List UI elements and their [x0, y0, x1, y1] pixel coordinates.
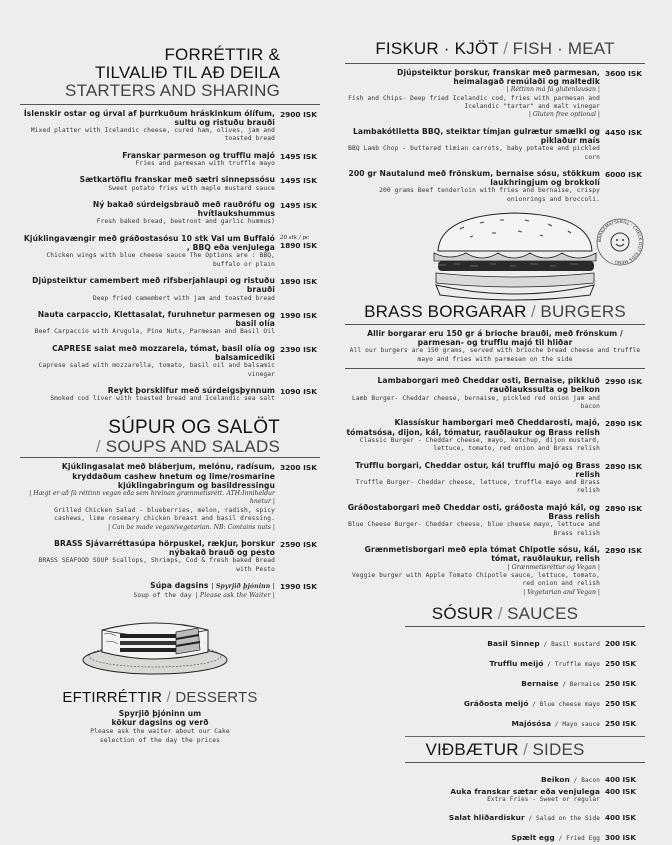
- starters-heading-is-2: TILVALIÐ TIL AÐ DEILA: [95, 62, 280, 82]
- menu-item-desc: Blue cheese mayo: [539, 700, 600, 708]
- fish-heading-en: FISH · MEAT: [512, 39, 615, 58]
- menu-item-desc: Bacon: [581, 776, 600, 784]
- burgers-intro-en: All our burgers are 150 grams, served with brioche bread cheese and truffle mayo and fries with parmesan on the side: [349, 347, 641, 363]
- menu-item-price: [280, 344, 320, 354]
- menu-item-desc: Bernaise: [569, 680, 600, 688]
- desserts-line-1: Spyrjið þjóninn um: [118, 708, 202, 718]
- menu-item: [345, 376, 645, 411]
- menu-item-name: Beikon: [541, 774, 570, 784]
- menu-item-desc: Classic Burger - Cheddar cheese, mayo, ketchup, dijon mustard, lettuce, tomato, red onion and Brass relish: [359, 436, 600, 453]
- menu-item-price: [280, 175, 320, 185]
- menu-item-price-value: 1090 ISK: [280, 386, 317, 396]
- menu-item: [345, 127, 645, 162]
- sides-heading-en: SIDES: [532, 739, 585, 759]
- soups-list: [20, 462, 320, 599]
- menu-item-name: Djúpsteiktur þorskur, franskar með parmesan, heimalagað remúlaði og maltedik: [397, 67, 600, 87]
- menu-item-desc: Beef Carpaccio with Arugula, Pine Nuts, Parmesan and Basil Oil: [34, 328, 275, 336]
- menu-item-desc: Fresh baked bread, beetroot and garlic hummus): [96, 218, 275, 226]
- starters-rule: [20, 104, 320, 105]
- menu-item-desc: Smoked cod liver with toasted bread and Icelandic sea salt: [50, 395, 275, 403]
- menu-item-name: Basil Sinnep: [487, 638, 540, 648]
- starters-list: [20, 109, 320, 404]
- menu-item-price-value: 3200 ISK: [280, 463, 317, 473]
- menu-item-desc: Chicken wings with blue cheese sauce The Options are : BBQ, buffalo or plain: [46, 252, 275, 268]
- menu-item-desc: BBQ Lamb Chop - buttered timian carrots, baby potatoe and pickled corn: [348, 145, 600, 161]
- menu-item-desc: Deep fried camembert with jam and toasted bread: [92, 294, 275, 302]
- menu-item: [345, 651, 645, 670]
- menu-item-name: CAPRESE salat með mozzarela, tómat, basil olía og balsamicediki: [52, 343, 275, 363]
- menu-item-sep: /: [554, 834, 567, 842]
- burger-icon: [430, 211, 600, 301]
- fish-list: [345, 68, 645, 204]
- menu-item-name: Bernaise: [521, 678, 559, 688]
- menu-item-name: Ný bakað súrdeigsbrauð með rauðrófu og hvítlaukshummus: [92, 199, 275, 219]
- smiley-face-icon: [595, 217, 645, 267]
- desserts-line-2: kökur dagsins og verð: [111, 717, 209, 727]
- menu-item: [20, 462, 320, 532]
- menu-item-price: [605, 68, 645, 78]
- menu-item-note-en: | Vegetarian and Vegan |: [523, 588, 600, 596]
- menu-item: [20, 234, 320, 269]
- menu-item-desc: Lamb Burger- Cheddar cheese, bernaise, pickled red onion jam and bacon: [351, 394, 600, 411]
- right-column: [345, 40, 645, 845]
- menu-item: [345, 631, 645, 650]
- menu-item-price-value: 1495 ISK: [280, 151, 317, 161]
- menu-item-desc-text: Soup of the day: [133, 591, 192, 599]
- menu-item-price: [605, 376, 645, 386]
- menu-item-desc: Grilled Chicken Salad - blueberries, melon, radish, spicy cashews, lime rosemary chicken breast and basil dressing.: [54, 506, 275, 523]
- desserts-heading-en: DESSERTS: [175, 688, 258, 706]
- sauces-rule: [405, 626, 645, 627]
- menu-item-name: Majósósa: [511, 718, 552, 728]
- menu-item-text: [20, 151, 280, 169]
- menu-item-price-value: 2890 ISK: [605, 419, 642, 429]
- sides-rule: [405, 762, 645, 763]
- menu-item-text: [345, 545, 605, 597]
- menu-item-price: 400 ISK: [605, 774, 636, 784]
- menu-item-price: [605, 545, 645, 555]
- menu-item-price: [605, 461, 645, 471]
- menu-item-price: 300 ISK: [605, 832, 636, 842]
- sauces-heading: [365, 605, 645, 624]
- burgers-heading: [345, 303, 645, 322]
- menu-item-text: [20, 462, 280, 532]
- menu-item-sep: /: [528, 700, 540, 708]
- menu-item-text: [20, 581, 280, 600]
- burgers-intro-rule: [345, 368, 645, 369]
- menu-item-price-value: 3600 ISK: [605, 68, 642, 78]
- menu-item-desc: [20, 592, 275, 600]
- menu-item-name: Lambakótiletta BBQ, steiktar tímjan gulrætur smælki og piklaður maís: [352, 126, 600, 145]
- menu-item: [20, 539, 320, 574]
- menu-item: [20, 276, 320, 303]
- menu-item-text: [464, 691, 605, 710]
- menu-item: [345, 418, 645, 453]
- menu-item-desc: Caprese salad with mozzarella, tomato, basil oil and balsamic vinegar: [38, 362, 275, 378]
- starters-heading: [20, 46, 280, 100]
- menu-item-price: [280, 200, 320, 210]
- sauces-heading-sep: /: [497, 604, 503, 623]
- menu-item-price-value: 1990 ISK: [280, 310, 317, 320]
- menu-item-price-value: 4450 ISK: [605, 127, 642, 137]
- menu-item-sep: /: [558, 680, 570, 688]
- menu-item: [345, 767, 645, 786]
- menu-item-price: 400 ISK: [605, 786, 636, 796]
- menu-item-text: [20, 310, 280, 337]
- menu-item-desc: Truffle mayo: [554, 660, 600, 668]
- menu-item-desc: Blue Cheese Burger- Cheddar cheese, blue cheese mayo, lettuce and Brass relish: [348, 521, 600, 537]
- kids-menu-stamp: [595, 217, 645, 267]
- menu-item: [345, 825, 645, 844]
- burgers-intro: [345, 329, 645, 364]
- menu-item-desc: Extra Fries - Sweet or regular: [487, 795, 600, 803]
- menu-item-price: [280, 151, 320, 161]
- menu-item-desc: BRASS SEAFOOD SOUP Scallops, Shrimps, Cod & fresh baked Bread with Pesto: [38, 557, 275, 573]
- menu-item-price: [605, 418, 645, 428]
- menu-item: [20, 109, 320, 144]
- menu-item-text: [511, 825, 605, 844]
- sauces-heading-is: SÓSUR: [431, 604, 494, 623]
- menu-item-price: [280, 234, 320, 250]
- menu-item-name: Djúpsteiktur camembert með rifsberjahlaupi og ristuðu brauði: [32, 276, 275, 295]
- menu-item-price-value: 2890 ISK: [605, 503, 642, 513]
- menu-item-price-value: 2890 ISK: [605, 461, 642, 471]
- menu-item-text: [521, 671, 605, 690]
- menu-item-price-note: 20 stk / pc: [280, 234, 310, 241]
- menu-item-text: [20, 344, 280, 379]
- menu-item-price-value: 2990 ISK: [605, 377, 642, 387]
- sauces-list: [345, 631, 645, 730]
- menu-item-price: 250 ISK: [605, 698, 636, 708]
- menu-item-text: [345, 68, 605, 120]
- menu-item-desc-note: | Please ask the Waiter |: [195, 591, 275, 599]
- menu-item: [345, 805, 645, 824]
- menu-item-name: Spælt egg: [511, 832, 555, 842]
- menu-item-note: | Hægt er að fá réttinn vegan eða sem hreinan grænmetisrétt. ATH:Inniheldur hnetur |: [29, 490, 275, 506]
- menu-item-desc: Fish and Chips- Deep fried Icelandic cod, fries with parmesan and Icelandic "tartar" and malt vinegar: [348, 94, 600, 111]
- menu-item-desc: Mayo sauce: [562, 720, 600, 728]
- starters-heading-is: FORRÉTTIR &: [164, 45, 280, 64]
- desserts-desc: Please ask the waiter about our Cake selection of the day the prices: [90, 728, 230, 744]
- menu-item-note: | Grænmetisréttur og Vegan |: [507, 563, 600, 571]
- menu-item-desc: 200 grams Beef tenderloin with fries and bernaise, crispy onionrings and broccoli.: [379, 187, 600, 203]
- desserts-heading: [0, 690, 320, 707]
- menu-item-name: Sætkartöflu franskar með sætri sinnepssósu: [79, 175, 275, 185]
- sides-heading: [365, 741, 645, 760]
- menu-item-text: [449, 805, 605, 824]
- menu-item-price: [605, 503, 645, 513]
- burgers-heading-en: BURGERS: [540, 302, 626, 322]
- menu-item-price: [605, 127, 645, 137]
- menu-item: [345, 787, 645, 804]
- menu-item: [345, 711, 645, 730]
- burger-illustration-area: [345, 211, 645, 303]
- menu-item: [20, 175, 320, 193]
- menu-item-text: [541, 767, 605, 786]
- menu-item-price: [605, 169, 645, 179]
- burgers-intro-is: Allir borgarar eru 150 gr á brioche brauði, með frönskum / parmesan- og trufflu majó til hliðar: [367, 328, 623, 348]
- menu-item: [345, 169, 645, 204]
- menu-item: [20, 344, 320, 379]
- menu-item-name: Lambaborgari með Cheddar osti, Bernaise, pikkluð rauðlaukssulta og beikon: [377, 376, 600, 395]
- menu-item-name: Reykt þorsklifur með súrdeigsþynnum: [107, 385, 275, 395]
- menu-item: [345, 461, 645, 496]
- menu-item-text: [20, 386, 280, 404]
- menu-item-text: [345, 461, 605, 496]
- menu-item-desc: Sweet potato fries with maple mustard sauce: [108, 184, 275, 192]
- menu-item-price: [280, 109, 320, 119]
- menu-item-name: Grænmetisborgari með epla tómat Chipotle sósu, kál, tómat, rauðlaukur, relish: [364, 545, 600, 564]
- menu-item-name: Kjúklingavængir með gráðostasósu 10 stk Val um Buffaló , BBQ eða venjulega: [23, 233, 275, 253]
- burgers-rule: [345, 324, 645, 325]
- menu-item-note: | Réttinn má fá glutenlausan |: [506, 86, 600, 94]
- menu-item-sep: /: [524, 814, 537, 822]
- cake-illustration: [80, 612, 230, 682]
- menu-item-price: [280, 581, 320, 591]
- menu-item-note-en: | Can be made vegan/vegetarian. NB: Contains nuts |: [108, 523, 275, 531]
- menu-item: [345, 503, 645, 538]
- menu-item-text: [450, 787, 605, 804]
- menu-item-price: [280, 310, 320, 320]
- menu-item-price: 250 ISK: [605, 658, 636, 668]
- menu-item-price-value: 1495 ISK: [280, 200, 317, 210]
- desserts-heading-sep: /: [166, 688, 171, 706]
- menu-item-price-value: 6000 ISK: [605, 169, 642, 179]
- menu-item: [20, 151, 320, 169]
- menu-item-name: Trufflu borgari, Cheddar ostur, kál trufflu majó og Brass relish: [355, 460, 600, 479]
- menu-item-name: BRASS Sjávarréttasúpa hörpuskel, rækjur, þorskur nýbakað brauð og pesto: [54, 538, 275, 558]
- menu-item-desc: Truffle Burger- Cheddar cheese, lettuce, truffle mayo and Brass relish: [355, 479, 600, 495]
- menu-item: [345, 691, 645, 710]
- menu-item-price: [280, 276, 320, 286]
- menu-item-text: [20, 234, 280, 269]
- menu-item: [20, 581, 320, 600]
- fish-rule: [345, 63, 645, 64]
- menu-item-name: Íslenskir ostar og úrval af þurrkuðum hráskinkum ólífum, sultu og ristuðu brauði: [23, 108, 275, 127]
- menu-item-price-value: 1890 ISK: [280, 240, 317, 250]
- menu-item: [20, 200, 320, 227]
- menu-item-name: Auka franskar sætar eða venjulega: [450, 786, 600, 796]
- menu-item-price: [280, 386, 320, 396]
- fish-heading-sep: /: [503, 39, 509, 58]
- menu-item-text: [345, 418, 605, 453]
- menu-item-sep: /: [569, 776, 582, 784]
- sides-list: [345, 767, 645, 844]
- menu-item-price-value: 1495 ISK: [280, 176, 317, 186]
- desserts-body: [0, 709, 320, 745]
- menu-item-name-note: | Spyrjið þjóninn |: [211, 583, 275, 591]
- menu-item: [20, 386, 320, 404]
- menu-item-name: Kjúklingasalat með bláberjum, melónu, radísum, kryddaðum cashew hnetum og lime/rosmarine kjúklingabringum og basildressingu: [61, 462, 275, 490]
- menu-item-price-value: 2390 ISK: [280, 344, 317, 354]
- soups-heading: [20, 418, 280, 456]
- menu-item: [20, 310, 320, 337]
- starters-heading-en: STARTERS AND SHARING: [65, 80, 280, 100]
- cake-icon: [80, 612, 230, 682]
- menu-item-text: [345, 503, 605, 538]
- burgers-list: [345, 376, 645, 597]
- menu-item-desc: Fries and parmesan with truffle mayo: [135, 160, 275, 167]
- soups-rule: [20, 457, 320, 458]
- desserts-heading-is: EFTIRRÉTTIR: [62, 688, 163, 706]
- menu-item-text: [487, 631, 605, 650]
- fish-heading-is: FISKUR · KJÖT: [375, 39, 499, 58]
- left-column: [20, 46, 320, 745]
- menu-item-name: Nauta carpaccio, Klettasalat, furuhnetur parmesen og basil olía: [37, 309, 275, 329]
- menu-item: [345, 671, 645, 690]
- menu-item-name: Franskar parmeson og trufflu majó: [122, 150, 275, 160]
- menu-item-text: [20, 109, 280, 144]
- soups-heading-en-line: [20, 438, 280, 456]
- menu-item-text: [345, 376, 605, 411]
- menu-item-text: [489, 651, 605, 670]
- menu-item-name-text: Súpa dagsins: [150, 581, 209, 591]
- menu-item-desc: Fried Egg: [566, 834, 600, 842]
- menu-item-price-value: 1890 ISK: [280, 277, 317, 287]
- kids-menu-stamp-text: BARNAMATSEÐILL · CHECK OUT KIDS MENU ·: [597, 220, 643, 265]
- menu-item-text: [20, 200, 280, 227]
- sides-heading-is: VIÐBÆTUR: [425, 739, 519, 759]
- menu-item-price: [280, 462, 320, 472]
- sauces-heading-en: SAUCES: [507, 604, 579, 623]
- menu-item-price: [280, 539, 320, 549]
- menu-item-price: 400 ISK: [605, 812, 636, 822]
- menu-item-price: 200 ISK: [605, 638, 636, 648]
- menu-item-price-value: 2590 ISK: [280, 539, 317, 549]
- menu-item-name: [20, 581, 275, 591]
- menu-item: [345, 68, 645, 120]
- menu-item-note-en: | Gluten free optional |: [528, 111, 600, 119]
- menu-item-price: 250 ISK: [605, 718, 636, 728]
- menu-item-name: Trufflu meijó: [489, 658, 544, 668]
- menu-item-text: [20, 175, 280, 193]
- menu-item-price: 250 ISK: [605, 678, 636, 688]
- fish-heading: [345, 40, 645, 59]
- menu-item-name: 200 gr Nautalund með frönskum, bernaise sósu, stökkum laukhringjum og brokkolí: [348, 168, 600, 188]
- menu-item-price-value: 1990 ISK: [280, 582, 317, 592]
- burgers-heading-sep: /: [531, 302, 536, 322]
- soups-heading-sep: /: [95, 436, 101, 456]
- menu-item-name: Gráðostaborgari með Cheddar osti, gráðosta majó kál, og Brass relish: [347, 502, 600, 522]
- menu-item-name: Salat hliðardiskur: [448, 812, 525, 822]
- menu-item-text: [345, 169, 605, 204]
- burgers-heading-is: BRASS BORGARAR: [364, 302, 527, 322]
- menu-item-name: Gráðosta meijó: [463, 698, 529, 708]
- soups-heading-en: SOUPS AND SALADS: [105, 436, 280, 456]
- menu-item-text: [345, 127, 605, 162]
- menu-item-desc: Salad on the Side: [536, 814, 600, 822]
- menu-item-desc: Basil mustard: [551, 640, 600, 648]
- sides-heading-sep: /: [523, 739, 529, 759]
- menu-item-desc: Mixed platter with Icelandic cheese, cured ham, olives, jam and toasted bread: [30, 127, 275, 143]
- menu-item: [345, 545, 645, 597]
- menu-item-desc: Veggie burger with Apple Tomato Chipotle sauce, lettuce, tomato, red onion and relish: [351, 571, 600, 588]
- menu-item-price-value: 2890 ISK: [605, 546, 642, 556]
- menu-item-sep: /: [551, 720, 563, 728]
- menu-item-name: Klassískur hamborgari með Cheddarosti, majó, tómatsósa, dijon, kál, tómatur, rauðlaukur og Brass relish: [346, 418, 600, 437]
- sides-top-rule: [405, 736, 645, 737]
- menu-item-sep: /: [539, 640, 552, 648]
- menu-item-text: [20, 539, 280, 574]
- menu-item-text: [20, 276, 280, 303]
- menu-item-text: [511, 711, 605, 730]
- soups-heading-is: SÚPUR OG SALÖT: [108, 416, 280, 438]
- menu-item-sep: /: [543, 660, 555, 668]
- menu-item-price-value: 2900 ISK: [280, 109, 317, 119]
